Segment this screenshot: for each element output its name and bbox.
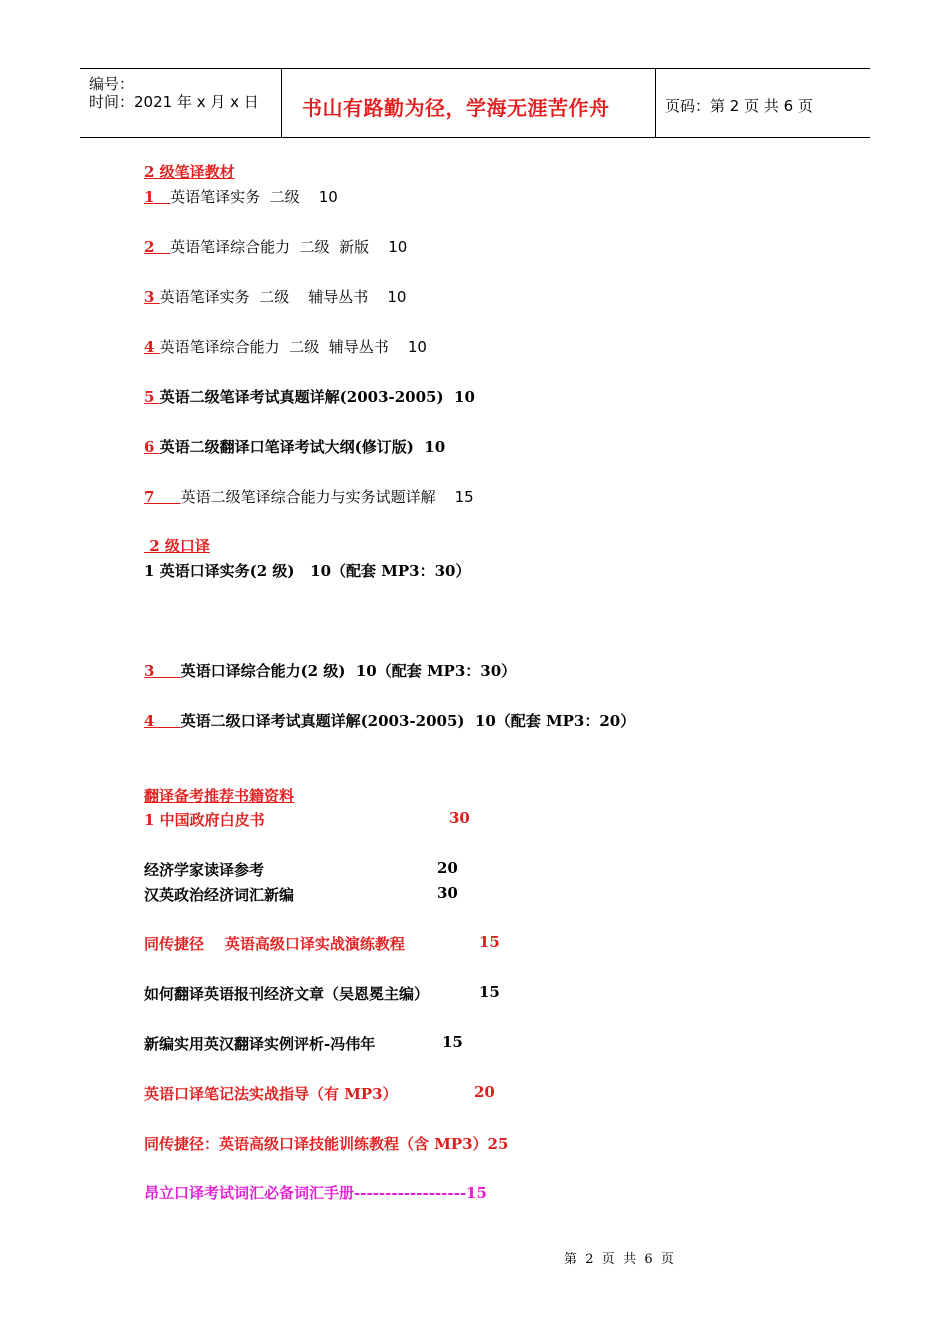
item-number: 6	[144, 438, 160, 456]
item-number: 4	[144, 712, 181, 730]
item-text: 英语笔译实务 二级 10	[170, 188, 338, 206]
page-footer: 第 2 页 共 6 页	[564, 1252, 674, 1267]
book-price: 30	[437, 884, 458, 902]
number-label: 编号：	[89, 75, 135, 93]
list-item	[144, 286, 406, 307]
list-item: 1 英语口译实务(2 级) 10（配套 MP3：30）	[144, 562, 471, 580]
item-number: 3	[144, 288, 160, 306]
item-text: 英语二级口译考试真题详解(2003-2005) 10（配套 MP3：20）	[180, 712, 636, 730]
list-item	[144, 486, 474, 507]
header-center-cell	[281, 69, 656, 137]
item-number: 3	[144, 662, 181, 680]
book-price: 15	[479, 983, 500, 1001]
list-item	[144, 386, 475, 407]
item-text: 英语二级笔译考试真题详解(2003-2005) 10	[159, 388, 475, 406]
book-entry: 同传捷径：英语高级口译技能训练教程（含 MP3）25	[144, 1135, 509, 1153]
book-title: 同传捷径 英语高级口译实战演练教程	[144, 935, 405, 953]
item-number: 2	[144, 238, 171, 256]
book-price: 30	[449, 809, 470, 827]
book-price: 20	[474, 1083, 495, 1101]
book-entry: 昂立口译考试词汇必备词汇手册------------------15	[144, 1184, 487, 1202]
date-label: 时间：2021 年 x 月 x 日	[89, 93, 259, 111]
book-title: 英语口译笔记法实战指导（有 MP3）	[144, 1085, 398, 1103]
section-title-recommended-books: 翻译备考推荐书籍资料	[144, 787, 295, 805]
list-item	[144, 660, 516, 681]
item-number: 4	[144, 338, 160, 356]
list-item	[144, 186, 338, 207]
section-title-translation-books: 2 级笔译教材	[144, 163, 235, 181]
item-text: 英语口译综合能力(2 级) 10（配套 MP3：30）	[180, 662, 517, 680]
list-item	[144, 436, 445, 457]
motto-text: 书山有路勤为径，学海无涯苦作舟	[302, 96, 610, 120]
book-price: 15	[479, 933, 500, 951]
list-item	[144, 710, 635, 731]
book-title: 经济学家读译参考	[144, 861, 265, 879]
list-item	[144, 336, 427, 357]
book-title: 如何翻译英语报刊经济文章（吴恩冕主编）	[144, 985, 430, 1003]
book-title: 汉英政治经济词汇新编	[144, 886, 295, 904]
item-text: 英语笔译综合能力 二级 辅导丛书 10	[159, 338, 427, 356]
item-text: 英语笔译综合能力 二级 新版 10	[170, 238, 408, 256]
header-left-cell	[80, 69, 281, 137]
item-text: 英语笔译实务 二级 辅导丛书 10	[159, 288, 407, 306]
book-price: 20	[437, 859, 458, 877]
item-number: 1	[144, 188, 171, 206]
list-item	[144, 236, 407, 257]
book-title: 新编实用英汉翻译实例评析-冯伟年	[144, 1035, 376, 1053]
book-title: 1 中国政府白皮书	[144, 811, 265, 829]
section-title-interpretation-books: 2 级口译	[144, 537, 210, 555]
item-number: 5	[144, 388, 160, 406]
item-text: 英语二级笔译综合能力与实务试题详解 15	[180, 488, 474, 506]
item-number: 7	[144, 488, 181, 506]
book-price: 15	[442, 1033, 463, 1051]
item-text: 英语二级翻译口笔译考试大纲(修订版) 10	[159, 438, 446, 456]
header-right-cell	[655, 69, 870, 137]
page-label: 页码：第 2 页 共 6 页	[665, 97, 813, 115]
document-header	[80, 68, 870, 138]
